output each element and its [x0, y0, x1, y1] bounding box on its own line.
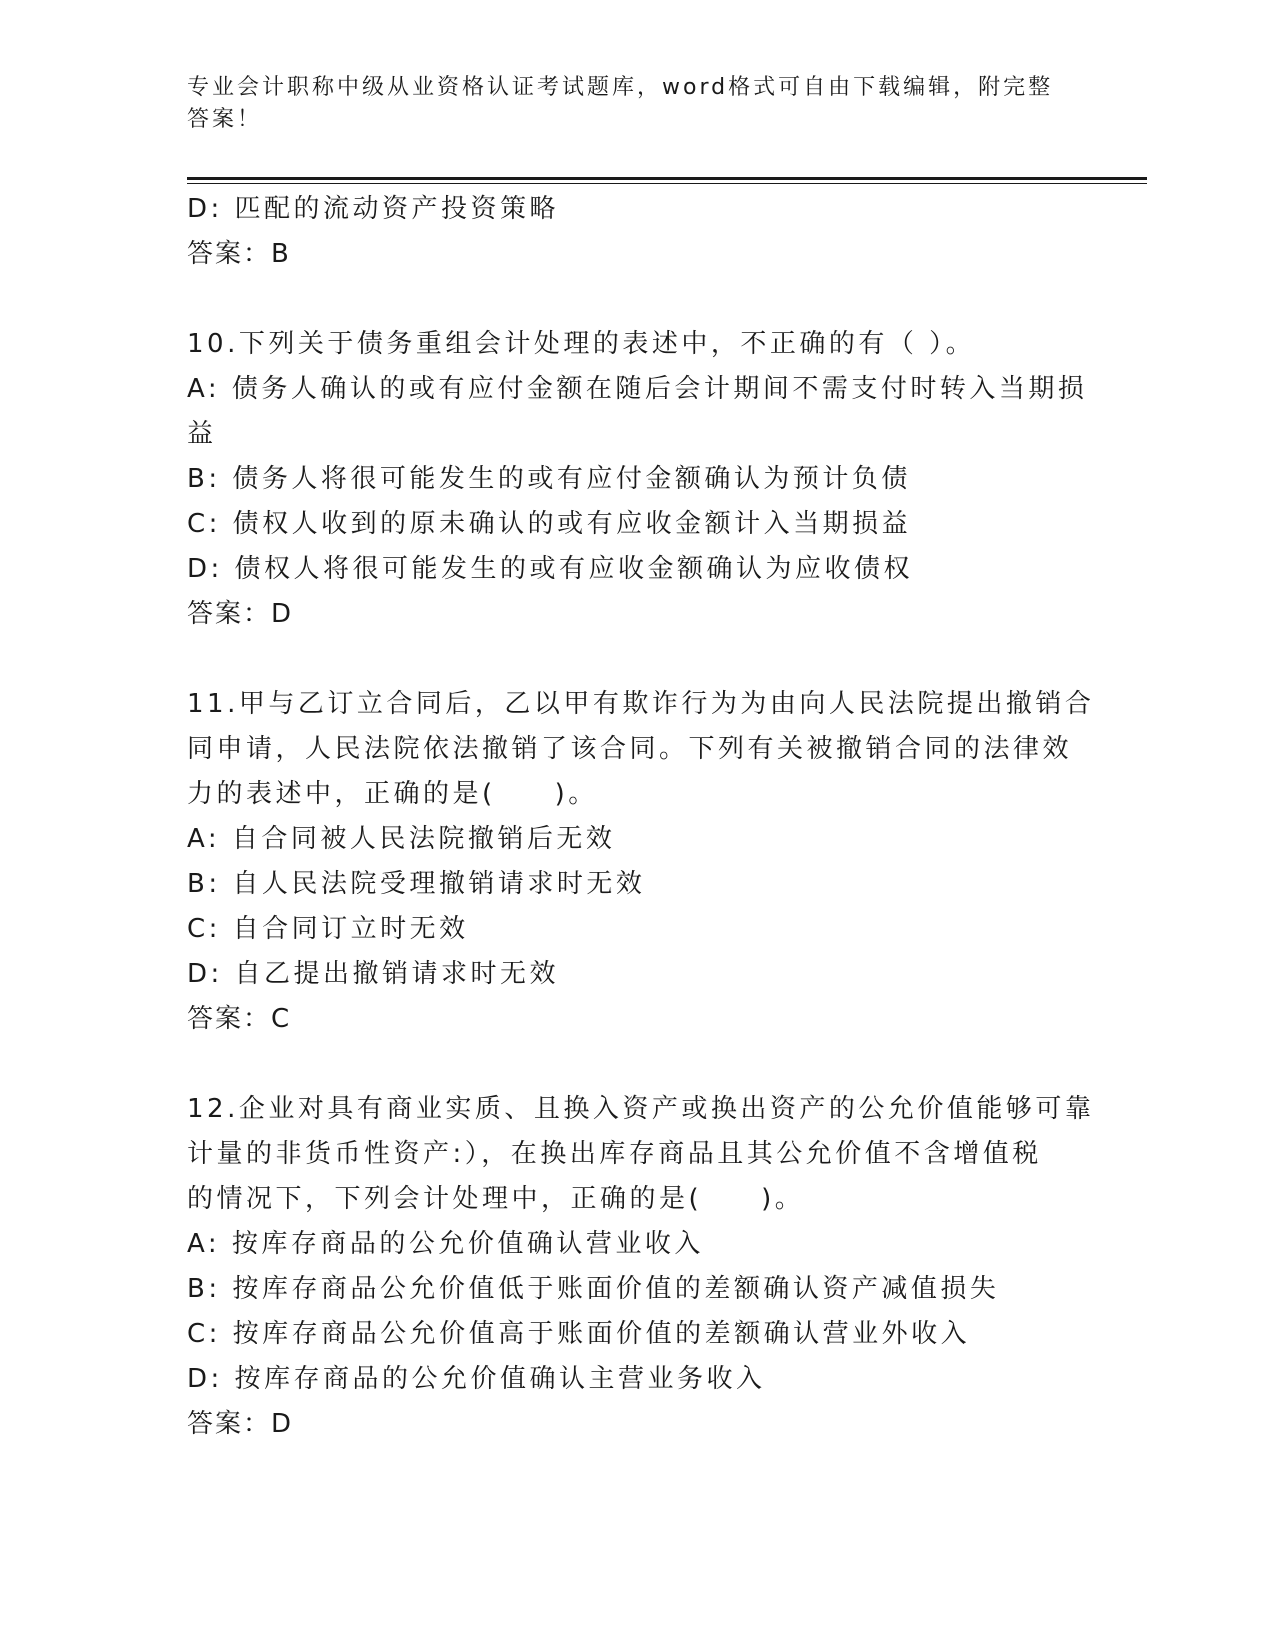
question-11-stem-line1: 11.甲与乙订立合同后，乙以甲有欺诈行为为由向人民法院提出撤销合: [187, 689, 1095, 719]
question-11-option-c: C: 自合同订立时无效: [187, 914, 469, 944]
question-10-option-c: C: 债权人收到的原未确认的或有应收金额计入当期损益: [187, 509, 912, 539]
question-12-stem-line3: 的情况下，下列会计处理中，正确的是( )。: [187, 1184, 805, 1214]
question-12: [187, 1087, 1095, 1447]
question-12-answer: 答案：D: [187, 1409, 294, 1439]
header-rule-thin: [187, 183, 1147, 184]
question-11-stem-line3: 力的表述中，正确的是( )。: [187, 779, 598, 809]
question-10: [187, 322, 1087, 637]
question-12-option-d: D: 按库存商品的公允价值确认主营业务收入: [187, 1364, 766, 1394]
question-12-option-c: C: 按库存商品公允价值高于账面价值的差额确认营业外收入: [187, 1319, 971, 1349]
question-11-option-d: D: 自乙提出撤销请求时无效: [187, 959, 560, 989]
question-10-option-a-line2: 益: [187, 419, 217, 449]
question-11-answer: 答案：C: [187, 1004, 292, 1034]
question-10-option-b: B: 债务人将很可能发生的或有应付金额确认为预计负债: [187, 464, 911, 494]
question-11-stem-line2: 同申请，人民法院依法撤销了该合同。下列有关被撤销合同的法律效: [187, 734, 1073, 764]
question-list: [187, 187, 1095, 1447]
header-rule-thick: [187, 177, 1147, 180]
question-11-option-a: A: 自合同被人民法院撤销后无效: [187, 824, 616, 854]
prev-option-d: D: 匹配的流动资产投资策略: [187, 194, 560, 224]
question-12-stem-line1: 12.企业对具有商业实质、且换入资产或换出资产的公允价值能够可靠: [187, 1094, 1095, 1124]
question-10-option-a-line1: A: 债务人确认的或有应付金额在随后会计期间不需支付时转入当期损: [187, 374, 1088, 404]
page-header: 专业会计职称中级从业资格认证考试题库，word格式可自由下载编辑，附完整答案！: [187, 75, 1054, 132]
question-12-option-b: B: 按库存商品公允价值低于账面价值的差额确认资产减值损失: [187, 1274, 1000, 1304]
question-12-option-a: A: 按库存商品的公允价值确认营业收入: [187, 1229, 704, 1259]
question-11-option-b: B: 自人民法院受理撤销请求时无效: [187, 869, 646, 899]
question-12-stem-line2: 计量的非货币性资产:），在换出库存商品且其公允价值不含增值税: [187, 1139, 1042, 1169]
question-10-answer: 答案：D: [187, 599, 294, 629]
question-10-stem: 10.下列关于债务重组会计处理的表述中，不正确的有（ ）。: [187, 329, 976, 359]
question-10-option-d: D: 债权人将很可能发生的或有应收金额确认为应收债权: [187, 554, 914, 584]
prev-answer: 答案：B: [187, 239, 291, 269]
question-11: [187, 682, 1095, 1042]
